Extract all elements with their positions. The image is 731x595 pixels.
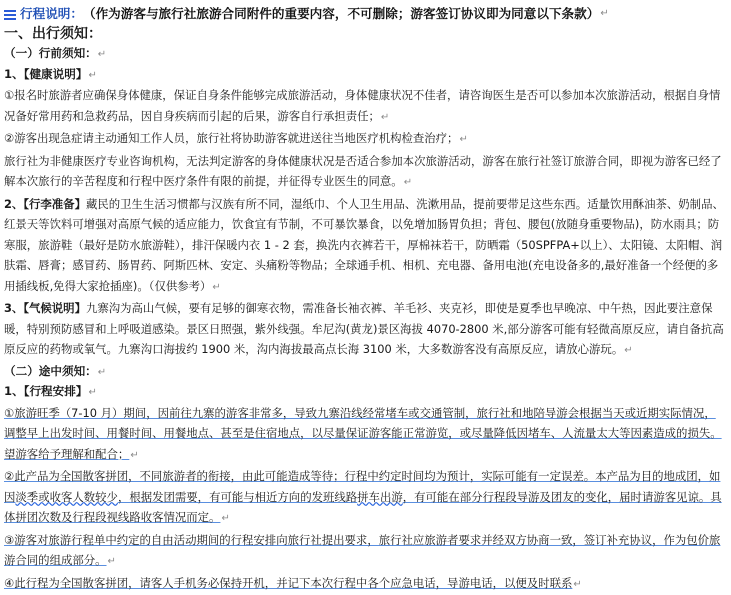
health-paragraph-1: ①报名时旅游者应确保身体健康，保证自身条件能够完成旅游活动，身体健康状况不佳者，请咨询医生是否可以参加本次旅游活动，根据自身情况备好常用药和急救药品，因自身疾病而引起的后果，游客自行承担责任；↵ — [4, 85, 725, 128]
subsection-heading-during-trip: （二）途中须知：↵ — [4, 362, 725, 383]
schedule-paragraph-3: ③游客对旅游行程单中约定的自由活动期间的行程安排向旅行社提出要求，旅行社应旅游者要求并经双方协商一致，签订补充协议，作为包价旅游合同的组成部分。↵ — [4, 530, 725, 573]
title-text: （作为游客与旅行社旅游合同附件的重要内容，不可删除；游客签订协议即为同意以下条款） — [83, 4, 599, 24]
health-paragraph-2: ②游客出现急症请主动通知工作人员，旅行社将协助游客就进送往当地医疗机构检查治疗；↵ — [4, 128, 725, 151]
climate-heading: 3、【气候说明】 — [4, 301, 86, 315]
climate-paragraph: 3、【气候说明】九寨沟为高山气候，要有足够的御寒衣物，需准备长袖衣裤、羊毛衫、夹克衫，即使是夏季也早晚凉、中午热，因此要注意保暖，特别预防感冒和上呼吸道感染。景区日照强，紫外线强。牟尼沟(黄龙)景区海拔 4070-2800 米,部分游客可能有轻微高原反应，请自备抗高原反应的药物或氧气。九寨沟口海拔约 1900 米，沟内海拔最高点长海 3100 米，大多数游客没有高原反应，请放心游玩。↵ — [4, 298, 725, 362]
luggage-paragraph: 2、【行李准备】藏民的卫生生活习惯都与汉族有所不同，湿纸巾、个人卫生用品、洗漱用品，提前要带足这些东西。适量饮用酥油茶、奶制品、红景天等饮料可增强对高原气候的适应能力，饮食宜有节制，不可暴饮暴食，以免增加肠胃负担；背包、腰包(放随身重要物品)，防水雨具；防寒服，旅游鞋（最好是防水旅游鞋），排汗保暖内衣 1 - 2 套，换洗内衣裤若干，厚棉袜若干，防晒霜（50SPFPA+以上）、太阳镜、太阳帽、润肤霜、唇膏；感冒药、肠胃药、阿斯匹林、安定、头痛粉等物品；全球通手机、相机、充电器、备用电池(充电设备多的,最好准备一个经便的多用插线板,免得大家抢插座)。（仅供参考）↵ — [4, 194, 725, 299]
document-title — [4, 4, 725, 24]
menu-icon — [4, 9, 16, 20]
schedule-paragraph-4: ④此行程为全国散客拼团，请客人手机务必保持开机，并记下本次行程中各个应急电话，导游电话，以便及时联系↵ — [4, 573, 725, 595]
subsection-heading-before-trip: （一）行前须知：↵ — [4, 44, 725, 65]
title-label: 行程说明： — [20, 4, 83, 24]
luggage-heading: 2、【行李准备】 — [4, 197, 86, 211]
schedule-paragraph-2: ②此产品为全国散客拼团，不同旅游者的衔接，由此可能造成等待；行程中约定时间均为预计，实际可能有一定误差。本产品为目的地成团，如因淡季或收客人数较少，根据发团需要，有可能与相近方向的发班线路拼车出游，有可能在部分行程段导游及团友的变化，届时请游客见谅。具体拼团次数及行程段视线路收客情况而定。↵ — [4, 466, 725, 530]
schedule-heading: 1、【行程安排】↵ — [4, 382, 725, 403]
paragraph-mark: ↵ — [600, 4, 608, 24]
section-heading-travel-notice: 一、出行须知： — [4, 24, 725, 44]
health-paragraph-3: 旅行社为非健康医疗专业咨询机构，无法判定游客的身体健康状况是否适合参加本次旅游活动，游客在旅行社签订旅游合同，即视为游客已经了解本次旅行的辛苦程度和行程中医疗条件有限的前提，并征得专业医生的同意。↵ — [4, 151, 725, 194]
schedule-paragraph-1: ①旅游旺季（7-10 月）期间，因前往九寨的游客非常多，导致九寨沿线经常堵车或交通管制，旅行社和地陪导游会根据当天或近期实际情况，调整早上出发时间、用餐时间、用餐地点、甚至是住宿地点，以尽量保证游客能正常游览，或尽量降低因堵车、人流量太大等因素造成的损失。望游客给予理解和配合；↵ — [4, 403, 725, 467]
health-heading: 1、【健康说明】↵ — [4, 65, 725, 86]
